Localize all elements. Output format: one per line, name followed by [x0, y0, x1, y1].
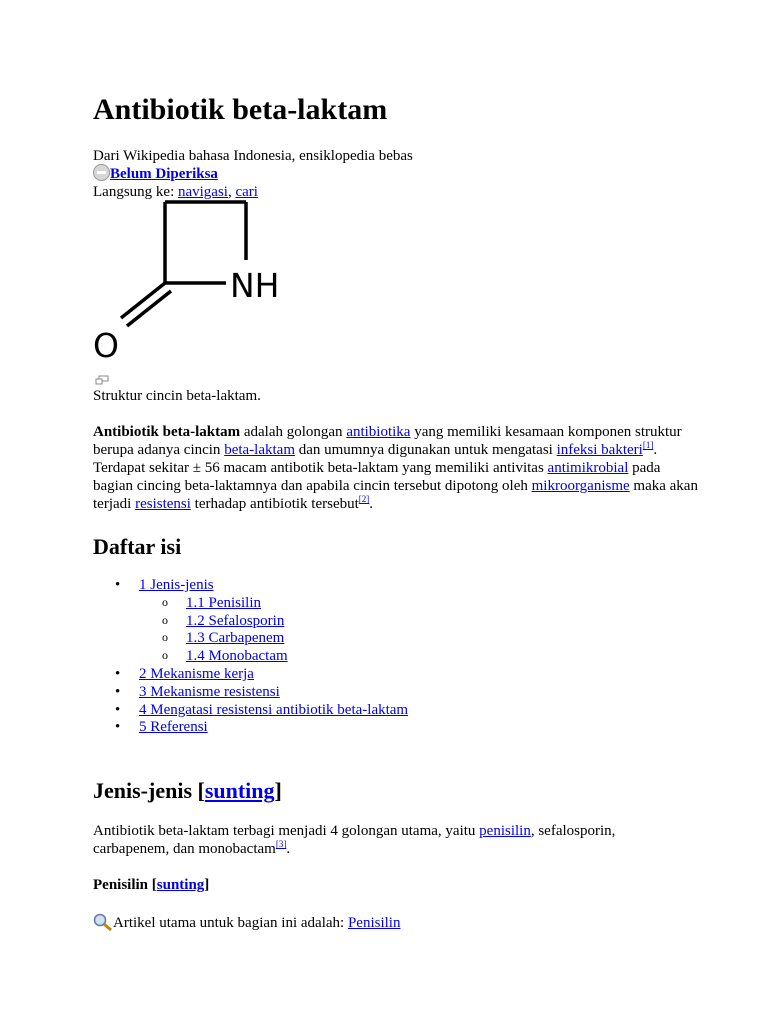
enlarge-icon[interactable] — [95, 375, 109, 385]
link-antibiotika[interactable]: antibiotika — [346, 424, 411, 440]
link-infeksi-bakteri[interactable]: infeksi bakteri — [556, 442, 643, 458]
toc-link[interactable]: 1.4 Monobactam — [186, 648, 288, 665]
intro-text: dan umumnya digunakan untuk mengatasi — [294, 442, 557, 458]
jump-navigation-link[interactable]: navigasi — [177, 184, 228, 200]
unchecked-icon — [93, 164, 110, 181]
toc-item — [93, 702, 408, 720]
table-of-contents — [93, 577, 408, 737]
toc-heading: Daftar isi — [93, 534, 182, 559]
toc-item — [93, 684, 408, 702]
section-heading-penisilin — [93, 876, 209, 894]
jenis-text: Antibiotik beta-laktam terbagi menjadi 4 golongan utama, yaitu — [93, 823, 480, 839]
toc-item — [93, 648, 408, 666]
jump-separator: , — [227, 184, 236, 200]
link-resistensi[interactable]: resistensi — [135, 496, 191, 512]
intro-text: terhadap antibiotik tersebut — [190, 496, 359, 512]
link-antimikrobial[interactable]: antimikrobial — [547, 460, 629, 476]
jenis-text: . — [286, 841, 291, 857]
intro-text: . — [369, 496, 374, 512]
section-heading-jenis — [93, 778, 282, 804]
link-penisilin[interactable]: penisilin — [479, 823, 531, 839]
toc-item — [93, 595, 408, 613]
reference-3[interactable]: [3] — [275, 839, 287, 849]
unchecked-notice — [93, 164, 218, 183]
link-beta-laktam[interactable]: beta-laktam — [224, 442, 295, 458]
toc-item — [93, 577, 408, 595]
intro-text: maka akan terjadi — [93, 478, 698, 512]
toc-link[interactable]: 1.3 Carbapenem — [186, 630, 285, 647]
edit-link-penisilin[interactable]: sunting — [156, 877, 205, 893]
intro-text: pada bagian cincing beta-laktamnya dan apabila cincin tersebut dipotong oleh — [93, 460, 661, 494]
unchecked-link[interactable]: Belum Diperiksa — [110, 166, 218, 182]
reference-1[interactable]: [1] — [642, 440, 654, 450]
intro-bold-term: Antibiotik beta-laktam — [93, 424, 241, 440]
magnifier-icon — [93, 913, 113, 931]
section-title: Jenis-jenis — [93, 778, 192, 803]
toc-item — [93, 719, 408, 737]
edit-link-jenis[interactable]: sunting — [204, 778, 275, 803]
link-mikroorganisme[interactable]: mikroorganisme — [531, 478, 630, 494]
page-title: Antibiotik beta-laktam — [93, 93, 388, 126]
edit-bracket: ] — [274, 778, 282, 803]
section-title: Penisilin — [93, 877, 149, 893]
intro-text: yang memiliki kesamaan komponen struktur berupa adanya cincin — [93, 424, 682, 458]
toc-link[interactable]: 4 Mengatasi resistensi antibiotik beta-laktam — [139, 701, 409, 718]
toc-list — [93, 577, 408, 737]
intro-text: . Terdapat sekitar ± 56 macam antibotik beta-laktam yang memiliki antivitas — [93, 442, 658, 476]
nh-label: NH — [230, 266, 280, 305]
toc-link[interactable]: 3 Mekanisme resistensi — [139, 683, 280, 700]
main-article-prefix: Artikel utama untuk bagian ini adalah: — [113, 915, 348, 931]
jenis-text: , sefalosporin, carbapenem, dan monobactam — [93, 823, 616, 857]
jump-search-link[interactable]: cari — [235, 184, 258, 200]
oxygen-label: O — [93, 326, 119, 365]
toc-item — [93, 666, 408, 684]
toc-link[interactable]: 2 Mekanisme kerja — [139, 665, 254, 682]
image-caption: Struktur cincin beta-laktam. — [93, 388, 261, 404]
intro-text: adalah golongan — [240, 424, 347, 440]
beta-lactam-structure-image[interactable] — [93, 196, 303, 366]
main-article-note — [93, 913, 400, 932]
main-article-link[interactable]: Penisilin — [347, 915, 401, 931]
toc-item — [93, 613, 408, 631]
toc-item — [93, 630, 408, 648]
edit-bracket: ] — [204, 877, 210, 893]
site-subtitle: Dari Wikipedia bahasa Indonesia, ensiklopedia bebas — [93, 148, 413, 164]
jump-prefix: Langsung ke: — [93, 184, 178, 200]
reference-2[interactable]: [2] — [358, 494, 370, 504]
edit-bracket: [ — [148, 877, 157, 893]
intro-paragraph — [93, 423, 703, 513]
toc-link[interactable]: 1.1 Penisilin — [186, 594, 262, 611]
toc-link[interactable]: 1.2 Sefalosporin — [186, 612, 285, 629]
jenis-paragraph — [93, 822, 693, 858]
toc-link[interactable]: 1 Jenis-jenis — [139, 577, 214, 593]
toc-link[interactable]: 5 Referensi — [139, 719, 208, 736]
edit-bracket: [ — [192, 778, 205, 803]
